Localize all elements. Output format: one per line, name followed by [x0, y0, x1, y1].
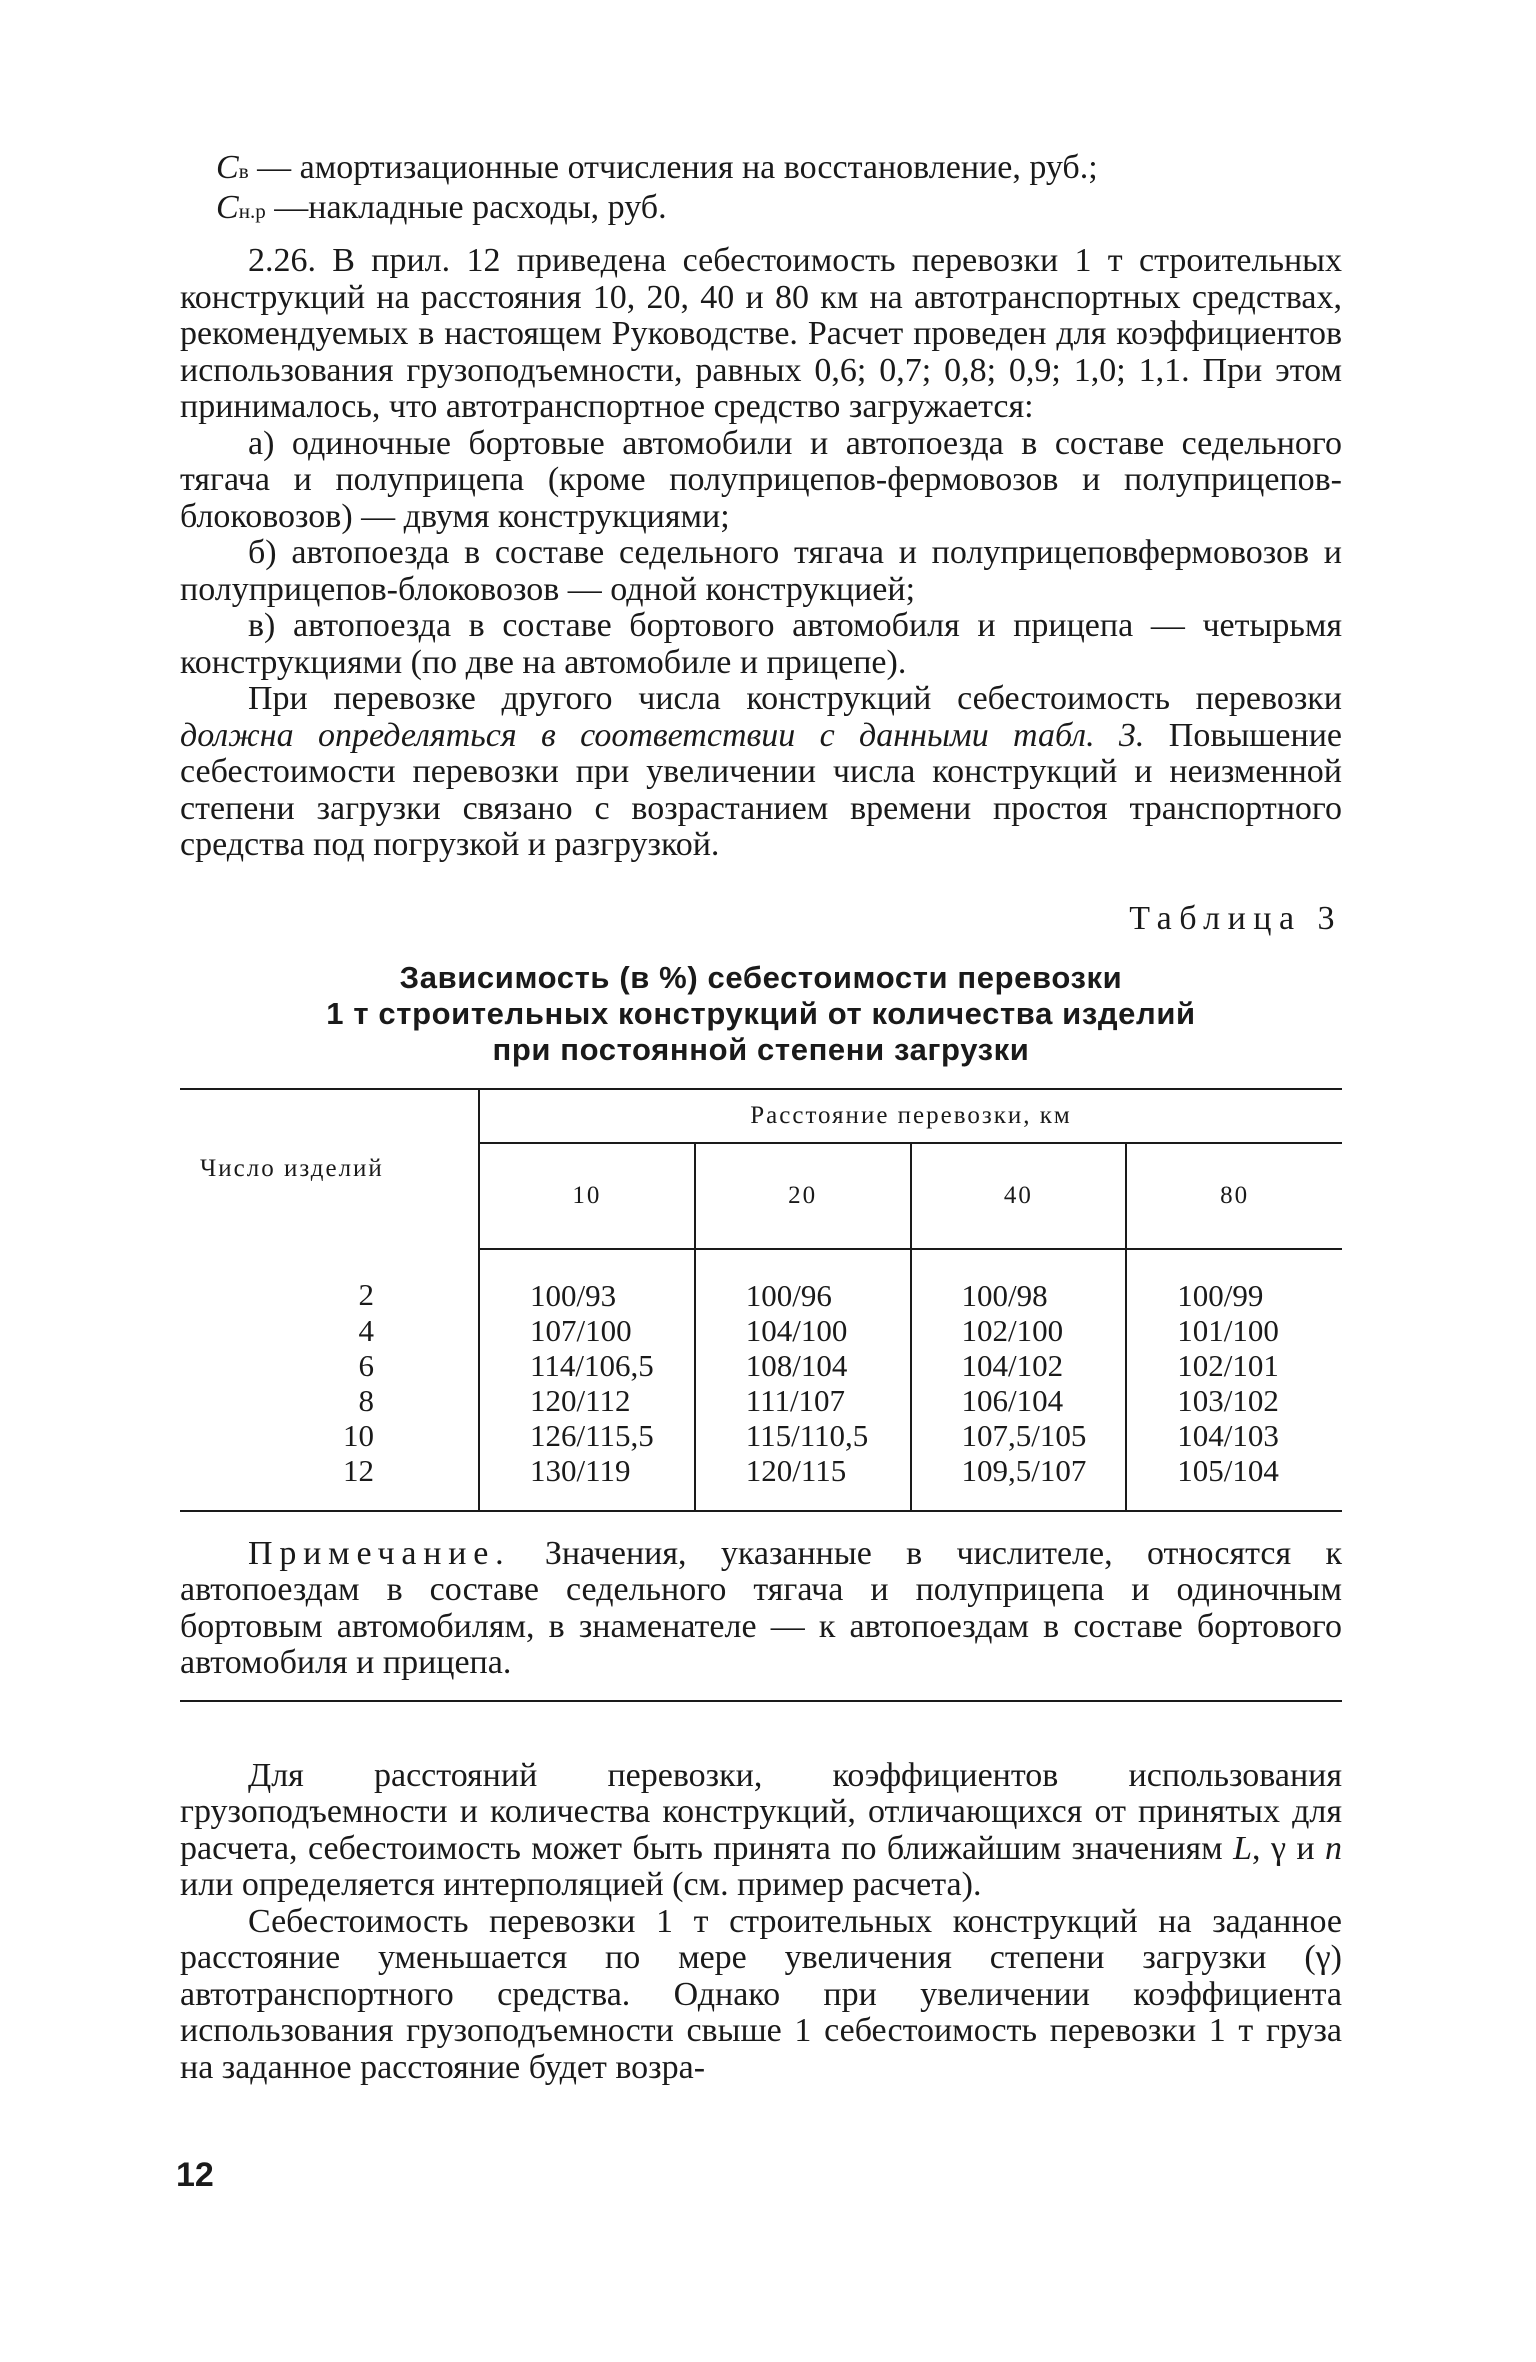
symbol: C [216, 149, 239, 186]
list-item-c: в) автопоезда в составе бортового автомобиля и прицепа — четырьмя конструкциями (по две на автомобиле и прицепе). [180, 607, 1342, 681]
item-count: 4 [180, 1313, 479, 1348]
emphasis: должна определяться в соответствии с данными табл. 3. [180, 716, 1145, 754]
column-header-distance: 80 [1126, 1143, 1342, 1249]
table-cell: 115/110,5 [695, 1418, 911, 1453]
table-cell: 100/99 [1177, 1277, 1264, 1313]
table-row [180, 1348, 1342, 1383]
item-count: 8 [180, 1383, 479, 1418]
table-cell: 104/102 [911, 1348, 1127, 1383]
column-header-count: Число изделий [180, 1089, 479, 1249]
table-row [180, 1313, 1342, 1348]
table-label: Таблица 3 [1129, 899, 1342, 937]
note-label: Примечание. [248, 1534, 511, 1572]
paragraph-load-factor: Себестоимость перевозки 1 т строительных конструкций на заданное расстояние уменьшается по мере увеличения степени загрузки (γ) автотранспортного средства. Однако при увеличении коэффициента использования грузоподъемности свыше 1 себестоимость перевозки 1 т груза на заданное расстояние будет возра- [180, 1902, 1342, 2086]
item-count: 6 [180, 1348, 479, 1383]
table-row [180, 1418, 1342, 1453]
column-header-distance: 40 [911, 1143, 1127, 1249]
symbol-gamma: γ [1270, 1829, 1286, 1867]
table-cell: 100/96 [695, 1249, 911, 1313]
table-cell: 100/93 [479, 1249, 695, 1313]
table-cell: 107/100 [479, 1313, 695, 1348]
table-cell: 106/104 [911, 1383, 1127, 1418]
note-text: Примечание. Значения, указанные в числителе, относятся к автопоездам в составе седельного тягача и полуприцепа и одиночным бортовым автомобилям, в знаменателе — к автопоездам в составе бортового автомобиля и прицепа. [180, 1534, 1342, 1681]
table-cell: 126/115,5 [479, 1418, 695, 1453]
table-title-line: 1 т строительных конструкций от количества изделий [326, 995, 1196, 1031]
definition-text: — амортизационные отчисления на восстановление, руб.; [248, 149, 1098, 186]
table-cell: 104/103 [1177, 1417, 1279, 1453]
table-cell: 114/106,5 [479, 1348, 695, 1383]
table-cell: 120/112 [479, 1383, 695, 1418]
table-cell: 103/102 [1177, 1382, 1279, 1418]
cost-table [180, 1088, 1342, 1512]
column-header-distance: 10 [479, 1143, 695, 1249]
table-cell: 105/104 [1177, 1452, 1279, 1488]
symbol-subscript: в [238, 159, 249, 183]
table-cell: 102/100 [911, 1313, 1127, 1348]
table-cell: 130/119 [479, 1453, 695, 1511]
list-item-a: а) одиночные бортовые автомобили и автопоезда в составе седельного тягача и полуприцепа (кроме полуприцепов-фермовозов и полуприцепов-блоковозов) — двумя конструкциями; [180, 424, 1342, 535]
paragraph-other-count: При перевозке другого числа конструкций себестоимость перевозки должна определяться в соответствии с данными табл. 3. Повышение себестоимости перевозки при увеличении числа конструкций и неизменной степени загрузки связано с возрастанием времени простоя транспортного средства под погрузкой и разгрузкой. [180, 680, 1342, 863]
table-cell: 109,5/107 [911, 1453, 1127, 1511]
column-header-distance: 20 [695, 1143, 911, 1249]
page-number: 12 [176, 2156, 214, 2194]
definition-cnr [180, 190, 1342, 230]
table-row [180, 1453, 1342, 1511]
paragraph-interpolation: Для расстояний перевозки, коэффициентов использования грузоподъемности и количества конструкций, отличающихся от принятых для расчета, себестоимость может быть принята по ближайшим значениям L, γ и n или определяется интерполяцией (см. пример расчета). [180, 1756, 1343, 1903]
item-count: 2 [180, 1249, 479, 1313]
table-note [180, 1536, 1342, 1702]
table-cell: 102/101 [1177, 1347, 1279, 1383]
item-count: 12 [180, 1453, 479, 1511]
paragraph-2-26: 2.26. В прил. 12 приведена себестоимость перевозки 1 т строительных конструкций на расстояния 10, 20, 40 и 80 км на автотранспортных средствах, рекомендуемых в настоящем Руководстве. Расчет проведен для коэффициентов использования грузоподъемности, равных 0,6; 0,7; 0,8; 0,9; 1,0; 1,1. При этом принималось, что автотранспортное средство загружается: [180, 242, 1342, 425]
table-cell: 108/104 [695, 1348, 911, 1383]
definition-text: —накладные расходы, руб. [265, 188, 667, 226]
table-cell: 120/115 [695, 1453, 911, 1511]
table-cell: 100/98 [911, 1249, 1127, 1313]
table-title [180, 960, 1342, 1068]
symbol-L: L [1233, 1829, 1253, 1867]
item-count: 10 [180, 1418, 479, 1453]
table-cell: 111/107 [695, 1383, 911, 1418]
table-row [180, 1249, 1342, 1313]
symbol-n: n [1325, 1829, 1343, 1867]
table-cell: 101/100 [1177, 1312, 1279, 1348]
column-group-distance: Расстояние перевозки, км [479, 1089, 1342, 1143]
table-title-line: при постоянной степени загрузки [492, 1031, 1030, 1067]
definition-cv [180, 150, 1342, 190]
table-cell: 104/100 [695, 1313, 911, 1348]
list-item-b: б) автопоезда в составе седельного тягача и полуприцеповфермовозов и полуприцепов-блоковозов — одной конструкцией; [180, 534, 1342, 608]
table-cell: 107,5/105 [911, 1418, 1127, 1453]
page-content [180, 150, 1342, 2086]
table-row [180, 1383, 1342, 1418]
symbol-subscript: н.р [238, 198, 266, 223]
symbol: C [216, 188, 239, 226]
table-title-line: Зависимость (в %) себестоимости перевозки [399, 959, 1123, 995]
